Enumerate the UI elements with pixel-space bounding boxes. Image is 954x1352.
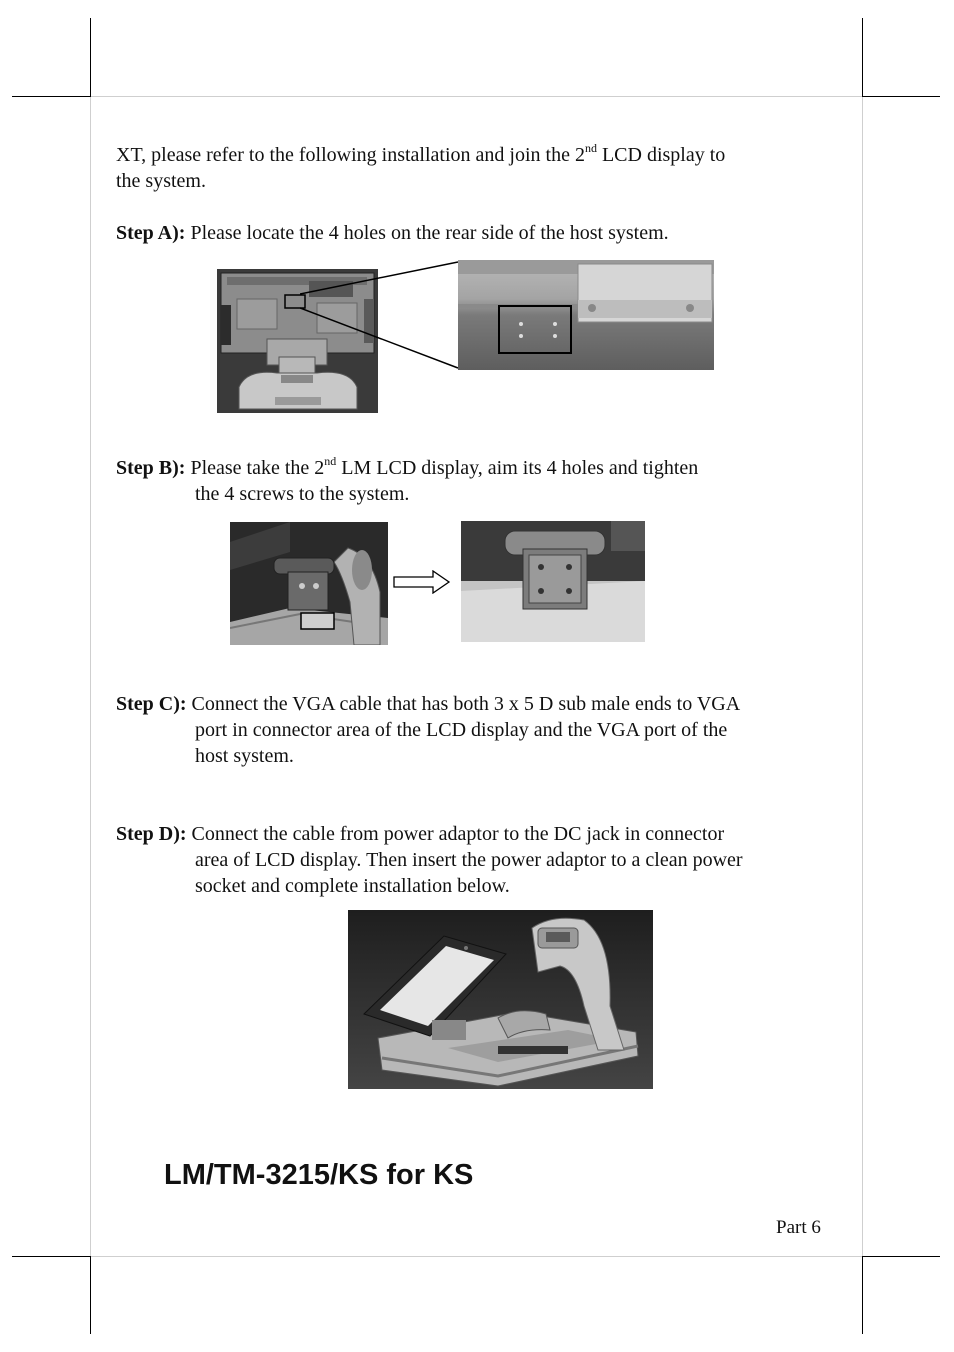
- step-b-photo-before: [230, 522, 388, 645]
- step-c-line-2: port in connector area of the LCD display and the VGA port of the: [195, 719, 728, 741]
- step-d-complete-photo: [348, 910, 653, 1089]
- crop-mark-tl-h: [12, 96, 91, 97]
- crop-mark-br-v: [862, 1256, 863, 1334]
- mount-after-illustration: [461, 521, 645, 642]
- step-a-zoom-lines: [300, 258, 462, 372]
- crop-mark-bl-v: [90, 1256, 91, 1334]
- step-b-sup: nd: [324, 454, 337, 469]
- crop-mark-tr-v: [862, 18, 863, 96]
- crop-mark-br-h: [862, 1256, 940, 1257]
- step-d-line-1: [116, 821, 724, 847]
- crop-mark-tr-h: [862, 96, 940, 97]
- step-b-line-2: the 4 screws to the system.: [195, 483, 410, 505]
- step-c-line-3: host system.: [195, 745, 294, 767]
- intro-line-2: the system.: [116, 170, 206, 192]
- right-arrow-icon: [393, 570, 451, 594]
- crop-mark-tl-v: [90, 18, 91, 96]
- page-number: Part 6: [776, 1217, 821, 1238]
- step-d-text-1: Connect the cable from power adaptor to the DC jack in connector: [186, 823, 725, 845]
- mount-before-illustration: [230, 522, 388, 645]
- page-trim-left: [90, 97, 91, 1256]
- product-heading: LM/TM-3215/KS for KS: [164, 1159, 474, 1191]
- step-b-line-1: [116, 455, 698, 481]
- page-trim-top: [91, 96, 862, 97]
- step-d-line-3: socket and complete installation below.: [195, 875, 510, 897]
- intro-line-1: [116, 142, 725, 168]
- step-c-text-1: Connect the VGA cable that has both 3 x 5 D sub male ends to VGA: [186, 693, 741, 715]
- complete-installation-illustration: [348, 910, 653, 1089]
- step-d-line-2: area of LCD display. Then insert the power adaptor to a clean power: [195, 849, 743, 871]
- step-d-label: Step D):: [116, 823, 187, 845]
- page-trim-bottom: [91, 1256, 862, 1257]
- step-a-zoom-photo: [458, 260, 714, 370]
- step-a-text: Please locate the 4 holes on the rear side of the host system.: [185, 222, 669, 244]
- intro-text-b: LCD display to: [596, 144, 726, 166]
- step-b-label: Step B):: [116, 457, 186, 479]
- page-trim-right: [862, 97, 863, 1256]
- step-b-text-b: LM LCD display, aim its 4 holes and tighten: [336, 457, 699, 479]
- step-c-label: Step C):: [116, 693, 187, 715]
- step-c-line-1: [116, 691, 740, 717]
- host-rear-zoom-illustration: [458, 260, 714, 370]
- step-b-text-a: Please take the 2: [185, 457, 325, 479]
- crop-mark-bl-h: [12, 1256, 91, 1257]
- step-a-label: Step A):: [116, 222, 186, 244]
- step-b-photo-after: [461, 521, 645, 642]
- intro-text-a: XT, please refer to the following installation and join the 2: [116, 144, 585, 166]
- step-a-line-1: [116, 220, 669, 246]
- intro-sup: nd: [584, 141, 597, 156]
